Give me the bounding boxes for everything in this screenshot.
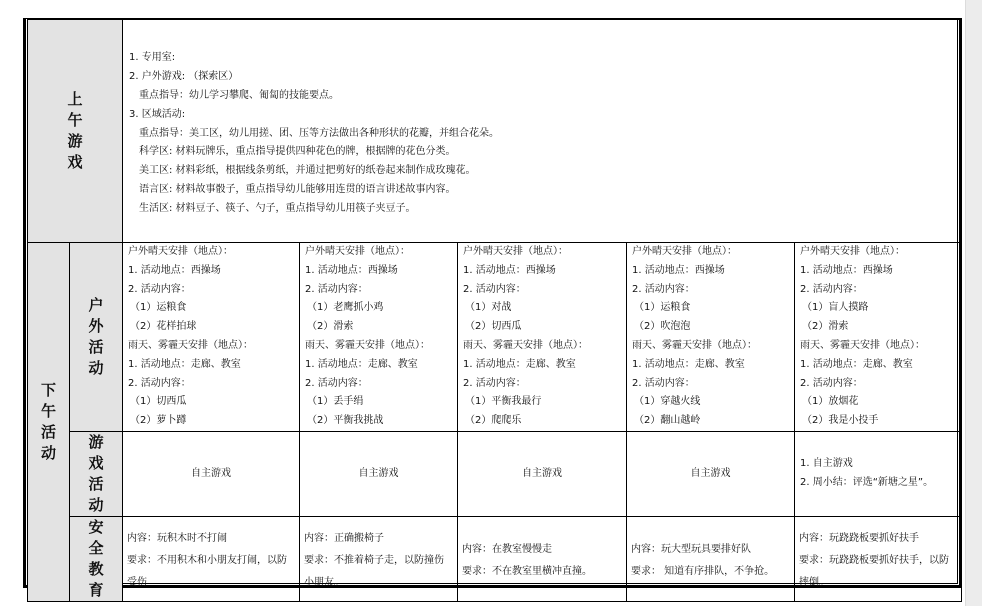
outdoor-day-5: 户外晴天安排（地点）： 1. 活动地点：西操场 2. 活动内容： （1）盲人摸路 （2）滑索 雨天、雾霾天安排（地点）： 1. 活动地点：走廊、教室 2. 活动内容： （1）放烟花 （2）我是小投手 — [795, 243, 962, 432]
morning-line: 语言区: 材料故事骰子，重点指导幼儿能够用连贯的语言讲述故事内容。 — [139, 183, 456, 195]
outdoor-day-4: 户外晴天安排（地点）： 1. 活动地点：西操场 2. 活动内容： （1）运粮食 （2）吹泡泡 雨天、雾霾天安排（地点）： 1. 活动地点：走廊、教室 2. 活动内容： （1）穿越火线 （2）翻山越岭 — [627, 243, 795, 432]
morning-label: 上午游戏 — [28, 20, 123, 243]
weekly-plan-table — [27, 19, 962, 602]
morning-line: 2. 户外游戏: （探索区） — [129, 71, 239, 83]
games-day-1: 自主游戏 — [123, 432, 300, 517]
morning-row — [28, 20, 962, 243]
morning-line: 生活区: 材料豆子、筷子、勺子，重点指导幼儿用筷子夹豆子。 — [139, 202, 416, 214]
outdoor-day-2: 户外晴天安排（地点）： 1. 活动地点：西操场 2. 活动内容： （1）老鹰抓小鸡 （2）滑索 雨天、雾霾天安排（地点）： 1. 活动地点：走廊、教室 2. 活动内容： （1）丢手绢 （2）平衡我挑战 — [300, 243, 458, 432]
safety-label: 安全教育 — [70, 517, 123, 602]
morning-line: 重点指导：幼儿学习攀爬、匍匐的技能要点。 — [139, 90, 339, 101]
morning-line: 科学区: 材料玩牌乐，重点指导提供四种花色的牌，根据牌的花色分类。 — [139, 146, 456, 158]
afternoon-label: 下午活动 — [28, 243, 70, 602]
safety-day-3: 内容：在教室慢慢走 要求：不在教室里横冲直撞。 — [458, 517, 627, 602]
games-day-2: 自主游戏 — [300, 432, 458, 517]
games-day-5: 1. 自主游戏 2. 周小结：评选“新塘之星”。 — [795, 432, 962, 517]
games-label: 游戏活动 — [70, 432, 123, 517]
games-day-3: 自主游戏 — [458, 432, 627, 517]
morning-content — [123, 20, 962, 243]
morning-line: 重点指导：美工区，幼儿用搓、团、压等方法做出各种形状的花瓣，并组合花朵。 — [139, 127, 499, 139]
safety-day-2: 内容：正确搬椅子 要求：不推着椅子走，以防撞伤小朋友。 — [300, 517, 458, 602]
games-row — [28, 432, 962, 517]
morning-line: 3. 区域活动: — [129, 108, 186, 120]
outdoor-day-3: 户外晴天安排（地点）： 1. 活动地点：西操场 2. 活动内容： （1）对战 （2）切西瓜 雨天、雾霾天安排（地点）： 1. 活动地点：走廊、教室 2. 活动内容： （1）平衡我最行 （2）爬爬乐 — [458, 243, 627, 432]
safety-day-4: 内容：玩大型玩具要排好队 要求： 知道有序排队，不争抢。 — [627, 517, 795, 602]
safety-day-1: 内容：玩积木时不打闹 要求：不用积木和小朋友打闹，以防受伤 — [123, 517, 300, 602]
games-day-4: 自主游戏 — [627, 432, 795, 517]
morning-line: 美工区: 材料彩纸，根据线条剪纸，并通过把剪好的纸卷起来制作成玫瑰花。 — [139, 165, 476, 177]
safety-row — [28, 517, 962, 602]
outdoor-row — [28, 243, 962, 432]
outdoor-label: 户外活动 — [70, 243, 123, 432]
outdoor-day-1: 户外晴天安排（地点）： 1. 活动地点：西操场 2. 活动内容： （1）运粮食 （2）花样拍球 雨天、雾霾天安排（地点）： 1. 活动地点：走廊、教室 2. 活动内容： （1）切西瓜 （2）萝卜蹲 — [123, 243, 300, 432]
morning-line: 1. 专用室: — [129, 52, 176, 64]
safety-day-5: 内容：玩跷跷板要抓好扶手 要求：玩跷跷板要抓好扶手，以防摔倒。 — [795, 517, 962, 602]
vertical-scrollbar[interactable] — [965, 0, 982, 606]
